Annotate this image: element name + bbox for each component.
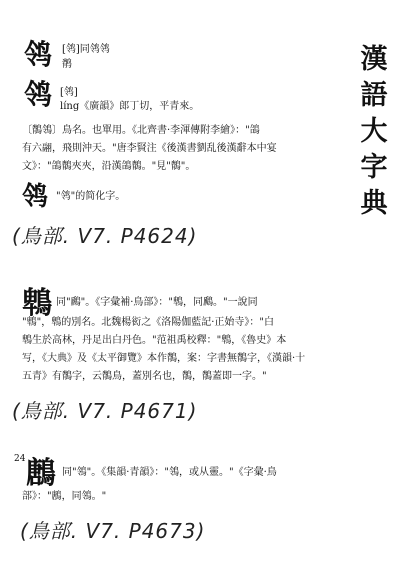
entry2-line1: 同"鷉"。《字彙補·鳥部》："鵯，同鷉。"一說同 <box>56 297 258 308</box>
entry1-note-a1: [鸰]同鸰鸰 <box>62 44 110 55</box>
entry1-note-a2: 鹡 <box>62 59 72 70</box>
entry1-headchar-c: 鸰 <box>22 182 49 212</box>
entry3-handwritten-ref: (鳥部. V7. P4673) <box>20 519 206 543</box>
dictionary-title <box>350 42 398 222</box>
entry1-headchar-a: 鸰 <box>24 38 53 71</box>
entry1-headchar-b: 鸰 <box>24 78 53 111</box>
entry1-handwritten-ref: (鳥部. V7. P4624) <box>12 224 198 248</box>
entry2-line2: "鵯"，鵯的別名。北魏楊衒之《洛陽伽藍記·正始寺》："白 <box>22 317 274 328</box>
entry3-headchar: 鶶 <box>26 456 56 491</box>
title-char-1: 漢 <box>360 44 388 75</box>
entry2-line3: 鵯生於高林，丹足出白丹色。"范祖禹校釋："鵯，《魯史》本 <box>22 335 287 346</box>
entry3-line1: 同"鴒"。《集韻·青韻》："鴒，或从靈。"《字彙·鳥 <box>62 467 277 478</box>
entry2-line5: 五青》有鶺字，云鶺鳥，蓋別名也，鶺，鶺蓋即一字。" <box>22 371 267 382</box>
entry1-bracket: [鸰] <box>60 87 78 98</box>
title-char-5: 典 <box>360 188 388 219</box>
page-number: 24 <box>14 454 26 464</box>
entry1-definition-line3: 文》："鴿鶺夾夾，沿漢鴿鶺。"見"鶺"。 <box>22 161 196 172</box>
entry2-handwritten-ref: (鳥部. V7. P4671) <box>12 399 198 423</box>
entry3-line2: 部》："鶶，同鴒。" <box>22 491 107 502</box>
title-char-2: 語 <box>360 80 388 111</box>
title-char-3: 大 <box>360 116 388 147</box>
entry1-simplified-note: "鸰"的简化字。 <box>56 191 126 202</box>
entry2-headchar: 鵯 <box>22 286 52 321</box>
title-char-4: 字 <box>360 152 388 183</box>
entry1-definition-line2: 有六翮，飛則沖天。"唐李賢注《後漢書劉乱後漢辭本中宴 <box>22 143 277 154</box>
entry1-pronunciation: líng《廣韻》郎丁切，平青來。 <box>60 101 200 112</box>
entry1-definition-line1: 〔鶺鴒〕鳥名。也單用。《北齊書·李渾傳附李繪》："鴿 <box>22 125 260 136</box>
entry2-line4: 写，《大典》及《太平御覽》本作鶺，案：字書無鶺字，《漢韻·十 <box>22 353 306 364</box>
